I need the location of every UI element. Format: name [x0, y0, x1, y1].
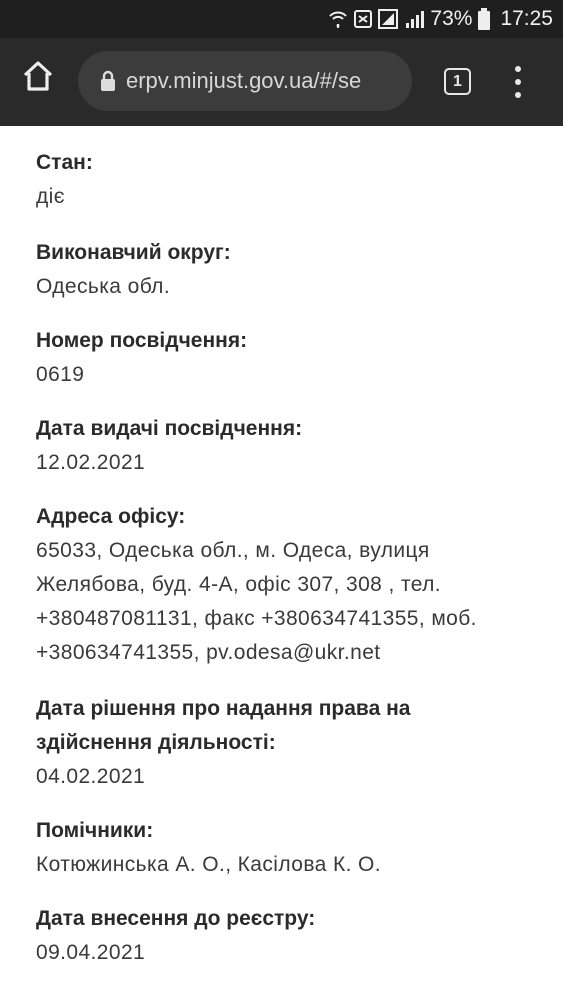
- home-button[interactable]: [20, 60, 56, 96]
- decision-date-value: 04.02.2021: [36, 765, 146, 788]
- decision-date-label-cont: здійснення діяльності:: [36, 731, 276, 754]
- district-field: [36, 236, 231, 304]
- assistants-value: Котюжинська А. О., Касілова К. О.: [36, 853, 382, 876]
- district-value: Одеська обл.: [36, 275, 171, 298]
- state-field: [36, 146, 93, 214]
- tab-switcher-button[interactable]: 1: [444, 68, 471, 95]
- certificate-number-value: 0619: [36, 363, 85, 386]
- assistants-field: [36, 814, 381, 882]
- office-address-line: 65033, Одеська обл., м. Одеса, вулиця: [36, 539, 430, 562]
- issue-date-field: [36, 412, 302, 480]
- home-icon: [21, 59, 55, 98]
- office-address-line: +380634741355, pv.odesa@ukr.net: [36, 641, 381, 664]
- registry-date-field: [36, 902, 315, 970]
- assistants-label: Помічники:: [36, 819, 154, 842]
- office-address-line: +380487081131, факс +380634741355, моб.: [36, 607, 477, 630]
- state-value: діє: [36, 185, 65, 208]
- decision-date-label: Дата рішення про надання права на: [36, 697, 411, 720]
- certificate-number-label: Номер посвідчення:: [36, 329, 248, 352]
- issue-date-value: 12.02.2021: [36, 451, 146, 474]
- url-text[interactable]: erpv.minjust.gov.ua/#/se: [126, 68, 362, 93]
- message-icon: [354, 9, 372, 29]
- browser-toolbar: [0, 38, 563, 126]
- office-address-field: [36, 500, 477, 670]
- wifi-hotspot-icon: [328, 9, 348, 29]
- battery-percent: 73%: [430, 7, 473, 30]
- signal-bars-icon: [404, 9, 424, 29]
- signal-icon: [378, 9, 398, 29]
- address-bar[interactable]: [78, 51, 412, 111]
- district-label: Виконавчий округ:: [36, 241, 231, 264]
- battery-icon: [478, 8, 490, 30]
- certificate-number-field: [36, 324, 247, 392]
- registry-date-label: Дата внесення до реєстру:: [36, 907, 316, 930]
- office-address-label: Адреса офісу:: [36, 505, 186, 528]
- status-bar: [0, 0, 563, 38]
- state-label: Стан:: [36, 151, 93, 174]
- decision-date-field: [36, 692, 410, 794]
- more-vert-icon[interactable]: [508, 62, 528, 102]
- clock: 17:25: [500, 7, 553, 30]
- issue-date-label: Дата видачі посвідчення:: [36, 417, 303, 440]
- registry-date-value: 09.04.2021: [36, 941, 146, 964]
- lock-icon: [100, 70, 116, 92]
- office-address-line: Желябова, буд. 4-А, офіс 307, 308 , тел.: [36, 573, 442, 596]
